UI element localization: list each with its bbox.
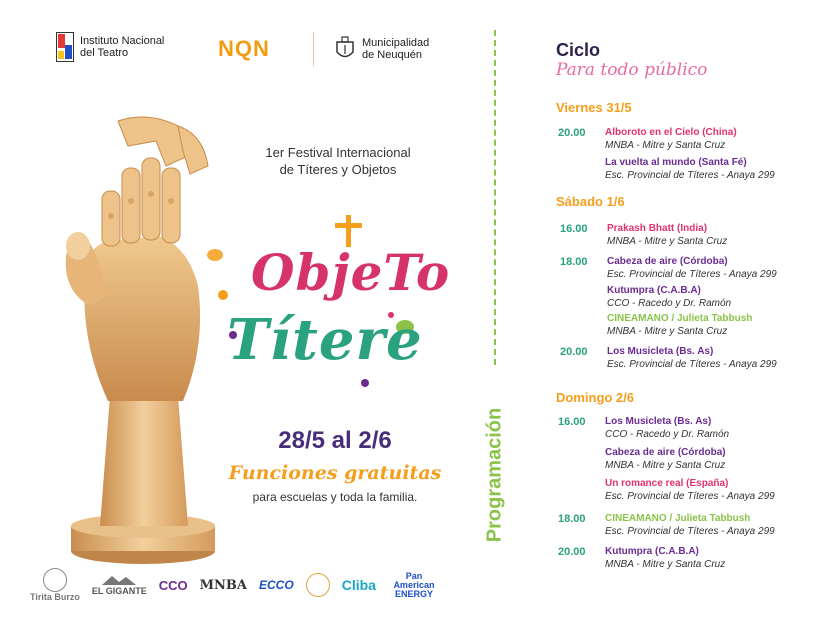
schedule-event (605, 477, 775, 503)
event-time: 18.00 (560, 256, 588, 268)
cycle-title: Ciclo (556, 40, 601, 60)
festival-title-line1: 1er Festival Internacional (265, 145, 411, 160)
event-title: La vuelta al mundo (Santa Fé) (605, 157, 747, 168)
event-time: 16.00 (558, 416, 586, 428)
muni-name-line2: de Neuquén (362, 49, 422, 61)
sponsor-logo (30, 568, 80, 602)
festival-title (218, 144, 458, 178)
sponsor-seal-icon (306, 573, 330, 597)
schedule-event (605, 446, 726, 472)
festival-title-line2: de Títeres y Objetos (279, 162, 397, 177)
event-venue: Esc. Provincial de Títeres - Anaya 299 (605, 526, 775, 537)
event-venue: Esc. Provincial de Títeres - Anaya 299 (607, 359, 777, 370)
event-venue: CCO - Racedo y Dr. Ramón (605, 429, 730, 440)
schedule-event (605, 512, 775, 538)
muni-name-line1: Municipalidad (362, 37, 430, 49)
schedule-event (605, 545, 725, 571)
schedule-event (607, 284, 731, 310)
day-heading: Viernes 31/5 (556, 100, 632, 115)
event-time: 20.00 (558, 127, 586, 139)
logo-word-objeto: ObjeTo (251, 243, 451, 302)
schedule-event (607, 222, 727, 248)
event-venue: MNBA - Mitre y Santa Cruz (605, 460, 726, 471)
programacion-label (480, 380, 510, 570)
schedule-event (605, 415, 729, 441)
event-time: 20.00 (558, 546, 586, 558)
event-title: Kutumpra (C.A.B.A) (605, 546, 699, 557)
schedule-event (607, 312, 752, 338)
audience-text: para escuelas y toda la familia. (252, 490, 418, 504)
day-heading: Domingo 2/6 (556, 390, 635, 405)
event-title: Un romance real (España) (605, 478, 729, 489)
event-title: CINEAMANO / Julieta Tabbush (607, 313, 753, 324)
event-title: Alboroto en el Cielo (China) (605, 127, 737, 138)
nqn-logo: NQN (218, 36, 270, 61)
event-title: CINEAMANO / Julieta Tabbush (605, 513, 751, 524)
header-divider (313, 32, 314, 66)
sponsor-logo: MNBA (199, 577, 247, 593)
dashed-divider (494, 30, 496, 365)
objeto-titere-logo (205, 215, 451, 395)
event-time: 16.00 (560, 223, 588, 235)
event-time: 20.00 (560, 346, 588, 358)
sponsor-name: Tirita Burzo (30, 592, 80, 602)
programacion-text: Programación (483, 407, 506, 543)
sponsor-badge-icon (43, 568, 67, 592)
schedule-event (607, 345, 777, 371)
sponsor-logos (30, 570, 440, 600)
event-title: Los Musicleta (Bs. As) (605, 416, 712, 427)
event-venue: CCO - Racedo y Dr. Ramón (607, 298, 732, 309)
schedule-event (605, 126, 737, 152)
sponsor-logo: Cliba (341, 576, 376, 593)
day-heading: Sábado 1/6 (556, 194, 625, 209)
coat-of-arms-icon (334, 36, 356, 62)
event-venue: MNBA - Mitre y Santa Cruz (605, 140, 726, 151)
sponsor-logo (92, 575, 147, 596)
event-venue: Esc. Provincial de Títeres - Anaya 299 (605, 170, 775, 181)
event-venue: MNBA - Mitre y Santa Cruz (607, 236, 728, 247)
schedule-event (605, 156, 775, 182)
schedule-event (607, 255, 777, 281)
sponsor-logo: CCO (158, 577, 188, 593)
event-title: Los Musicleta (Bs. As) (607, 346, 714, 357)
event-venue: Esc. Provincial de Títeres - Anaya 299 (607, 269, 777, 280)
event-venue: Esc. Provincial de Títeres - Anaya 299 (605, 491, 775, 502)
event-venue: MNBA - Mitre y Santa Cruz (605, 559, 726, 570)
event-title: Prakash Bhatt (India) (607, 223, 708, 234)
sponsor-logo: ECCO (259, 577, 294, 592)
sponsor-name: EL GIGANTE (91, 585, 147, 596)
inst-mark-icon (56, 32, 74, 62)
inst-name-line2: del Teatro (80, 47, 129, 59)
sponsor-logo: Pan American ENERGY (393, 570, 435, 599)
event-time: 18.00 (558, 513, 586, 525)
event-venue: MNBA - Mitre y Santa Cruz (607, 326, 728, 337)
logo-word-titere: Títere (227, 307, 423, 373)
municipalidad-logo (334, 36, 429, 62)
event-title: Cabeza de aire (Córdoba) (607, 256, 728, 267)
cycle-subtitle: Para todo público (556, 60, 708, 80)
event-title: Cabeza de aire (Córdoba) (605, 447, 726, 458)
free-shows-text: Funciones gratuitas (228, 462, 442, 484)
inst-name-line1: Instituto Nacional (80, 35, 165, 47)
event-title: Kutumpra (C.A.B.A) (607, 285, 701, 296)
festival-dates: 28/5 al 2/6 (278, 427, 392, 454)
mountain-icon (102, 575, 136, 585)
instituto-nacional-teatro-logo (56, 32, 164, 62)
